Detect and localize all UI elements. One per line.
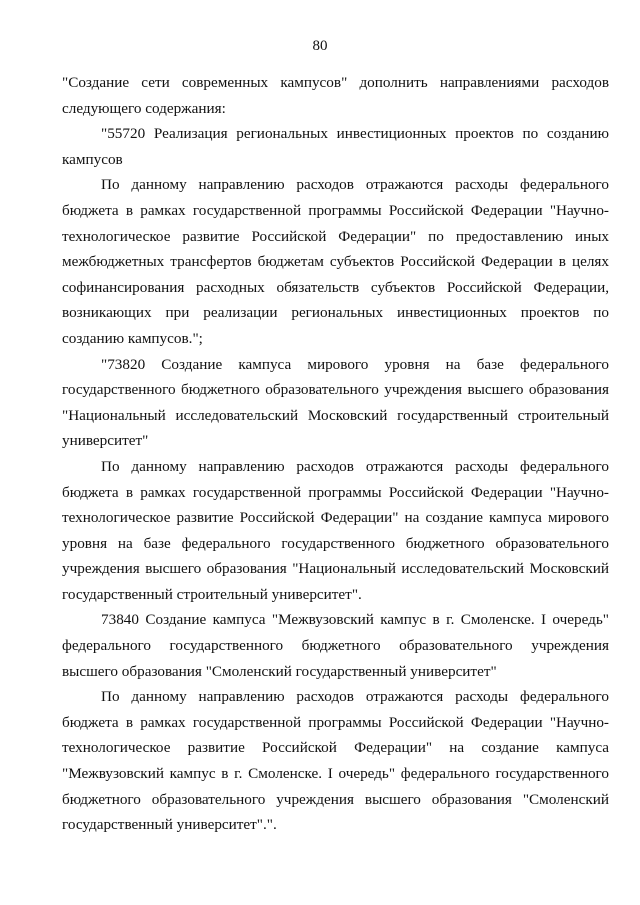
paragraph-55720-description: По данному направлению расходов отражаются расходы федерального бюджета в рамках государственной программы Российской Федерации "Научно-технологическое развитие Российской Федерации" по предоставлению иных межбюджетных трансфертов бюджетам субъектов Российской Федерации в целях софинансирования расходных обязательств субъектов Российской Федерации, возникающих при реализации региональных инвестиционных проектов по созданию кампусов."; <box>62 176 609 347</box>
paragraph-55720-title: "55720 Реализация региональных инвестиционных проектов по созданию кампусов <box>62 125 609 168</box>
paragraph-73820-description: По данному направлению расходов отражаются расходы федерального бюджета в рамках государственной программы Российской Федерации "Научно-технологическое развитие Российской Федерации" на создание кампуса мирового уровня на базе федерального государственного бюджетного образовательного учреждения высшего образования "Национальный исследовательский Московский государственный строительный университет". <box>62 457 609 603</box>
paragraph-73840-title: 73840 Создание кампуса "Межвузовский кампус в г. Смоленске. I очередь" федерального государственного бюджетного образовательного учреждения высшего образования "Смоленский государственный университет" <box>62 611 609 680</box>
paragraph-73840-description: По данному направлению расходов отражаются расходы федерального бюджета в рамках государственной программы Российской Федерации "Научно-технологическое развитие Российской Федерации" на создание кампуса "Межвузовский кампус в г. Смоленске. I очередь" федерального государственного бюджетного образовательного учреждения высшего образования "Смоленский государственный университет".". <box>62 688 609 834</box>
page-number: 80 <box>312 38 328 54</box>
document-body <box>62 70 609 838</box>
paragraph-73820-title: "73820 Создание кампуса мирового уровня на базе федерального государственного бюджетного образовательного учреждения высшего образования "Национальный исследовательский Московский государственный строительный университет" <box>62 355 609 450</box>
paragraph-intro: "Создание сети современных кампусов" дополнить направлениями расходов следующего содержания: <box>62 74 609 117</box>
